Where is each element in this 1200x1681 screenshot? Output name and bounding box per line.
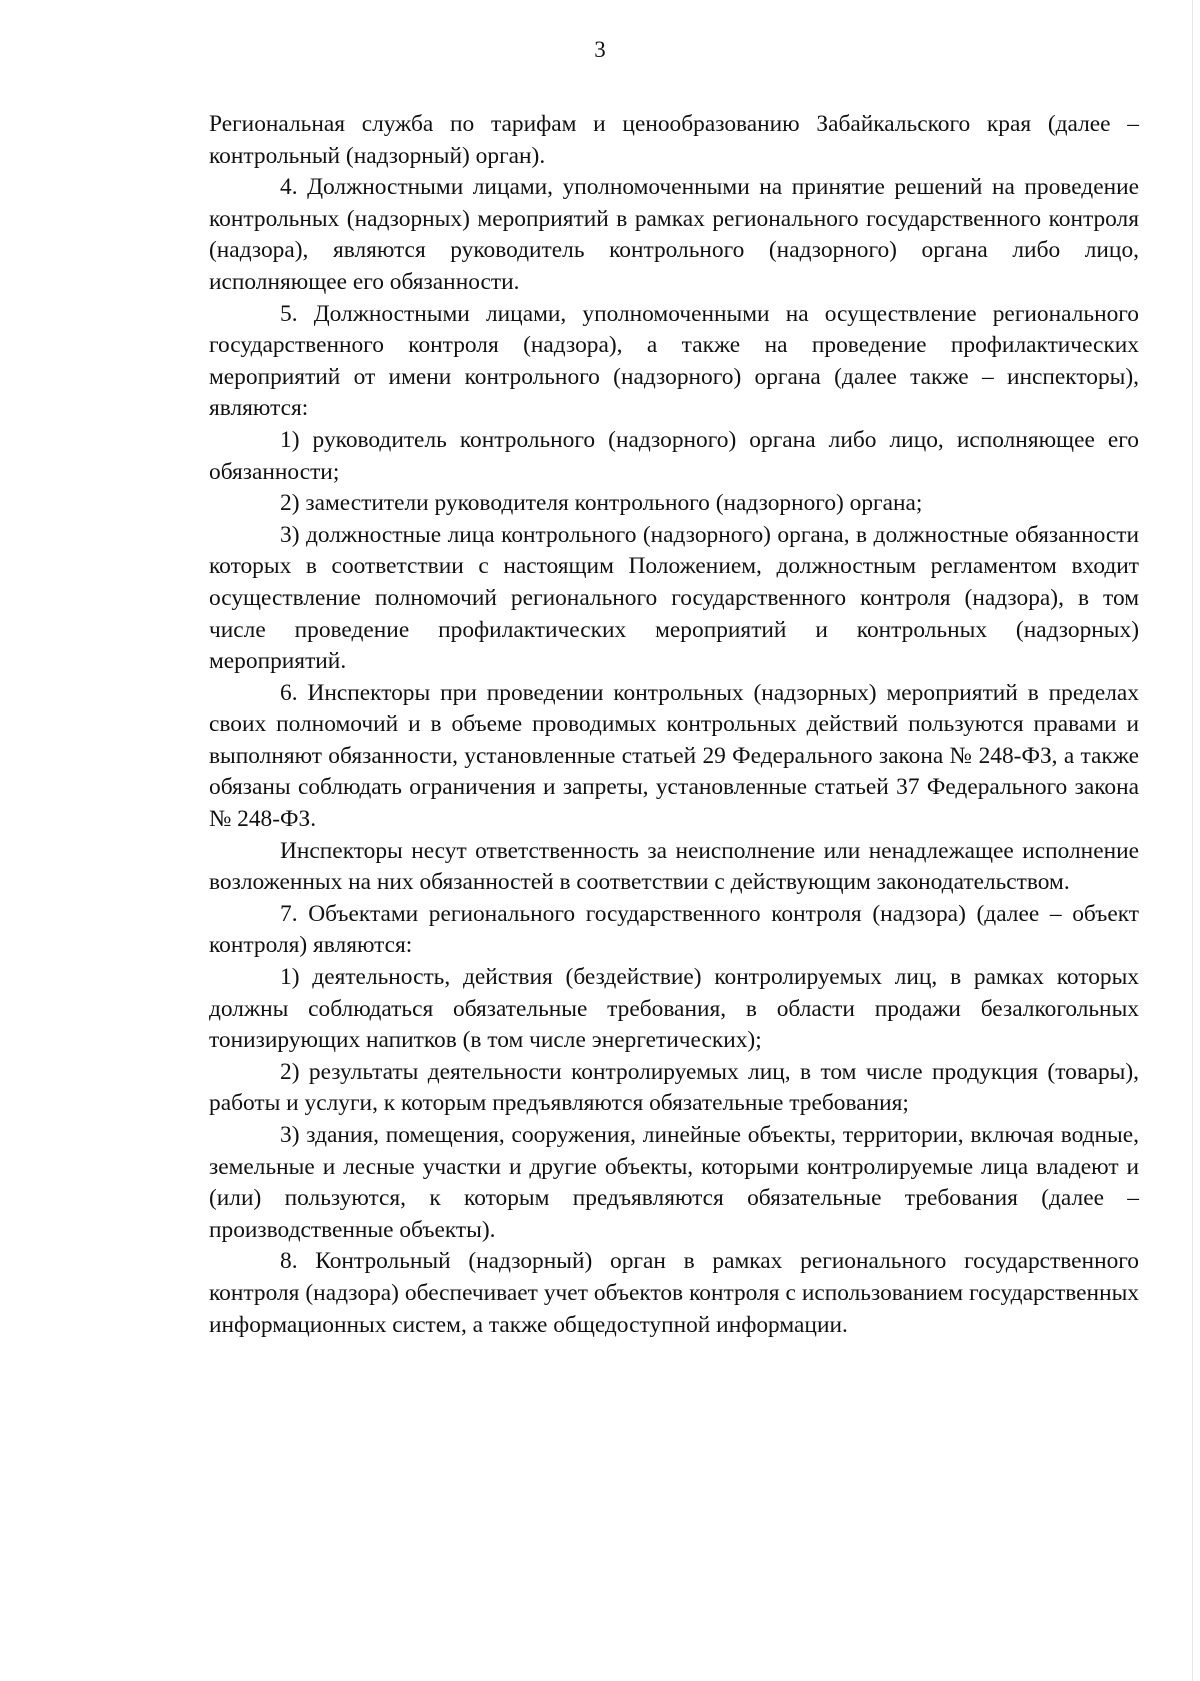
- paragraph-5-item-2: 2) заместители руководителя контрольного (надзорного) органа;: [280, 490, 923, 517]
- page-number: 3: [594, 37, 606, 62]
- paragraph-8-object-registry: 8. Контрольный (надзорный) орган в рамках регионального государственного контроля (надзора) обеспечивает учет объектов контроля с использованием государственных информационных систем, а также общедоступной информации.: [209, 1248, 1139, 1338]
- paragraph-7-item-3: 3) здания, помещения, сооружения, линейные объекты, территории, включая водные, земельные и лесные участки и другие объекты, которыми контролируемые лица владеют и (или) пользуются, к которым предъявляются обязательные требования (далее – производственные объекты).: [209, 1122, 1139, 1243]
- paragraph-7-control-objects: 7. Объектами регионального государственного контроля (надзора) (далее – объект контроля) являются:: [209, 900, 1139, 959]
- paragraph-7-item-1: 1) деятельность, действия (бездействие) контролируемых лиц, в рамках которых должны соблюдаться обязательные требования, в области продажи безалкогольных тонизирующих напитков (в том числе энергетических);: [209, 964, 1139, 1054]
- document-body: [209, 109, 1139, 1341]
- page-edge-line: [1192, 0, 1193, 1681]
- paragraph-4-decision-officials: 4. Должностными лицами, уполномоченными на принятие решений на проведение контрольных (надзорных) мероприятий в рамках регионального государственного контроля (надзора), являются руководитель контрольного (надзорного) органа либо лицо, исполняющее его обязанности.: [209, 174, 1139, 295]
- paragraph-service-name: Региональная служба по тарифам и ценообразованию Забайкальского края (далее – контрольный (надзорный) орган).: [209, 111, 1139, 169]
- paragraph-6-responsibility: Инспекторы несут ответственность за неисполнение или ненадлежащее исполнение возложенных на них обязанностей в соответствии с действующим законодательством.: [209, 837, 1139, 896]
- paragraph-5-item-3: 3) должностные лица контрольного (надзорного) органа, в должностные обязанности которых в соответствии с настоящим Положением, должностным регламентом входит осуществление полномочий регионального государственного контроля (надзора), в том числе проведение профилактических мероприятий и контрольных (надзорных) мероприятий.: [209, 521, 1139, 675]
- paragraph-6-inspector-rights: 6. Инспекторы при проведении контрольных (надзорных) мероприятий в пределах своих полномочий и в объеме проводимых контрольных действий пользуются правами и выполняют обязанности, установленные статьей 29 Федерального закона № 248-ФЗ, а также обязаны соблюдать ограничения и запреты, установленные статьей 37 Федерального закона № 248-ФЗ.: [209, 679, 1139, 833]
- paragraph-5-item-1: 1) руководитель контрольного (надзорного) органа либо лицо, исполняющее его обязанности;: [209, 426, 1139, 485]
- paragraph-7-item-2: 2) результаты деятельности контролируемых лиц, в том числе продукция (товары), работы и услуги, к которым предъявляются обязательные требования;: [209, 1058, 1139, 1117]
- paragraph-5-inspectors: 5. Должностными лицами, уполномоченными на осуществление регионального государственного контроля (надзора), а также на проведение профилактических мероприятий от имени контрольного (надзорного) органа (далее также – инспекторы), являются:: [209, 300, 1139, 422]
